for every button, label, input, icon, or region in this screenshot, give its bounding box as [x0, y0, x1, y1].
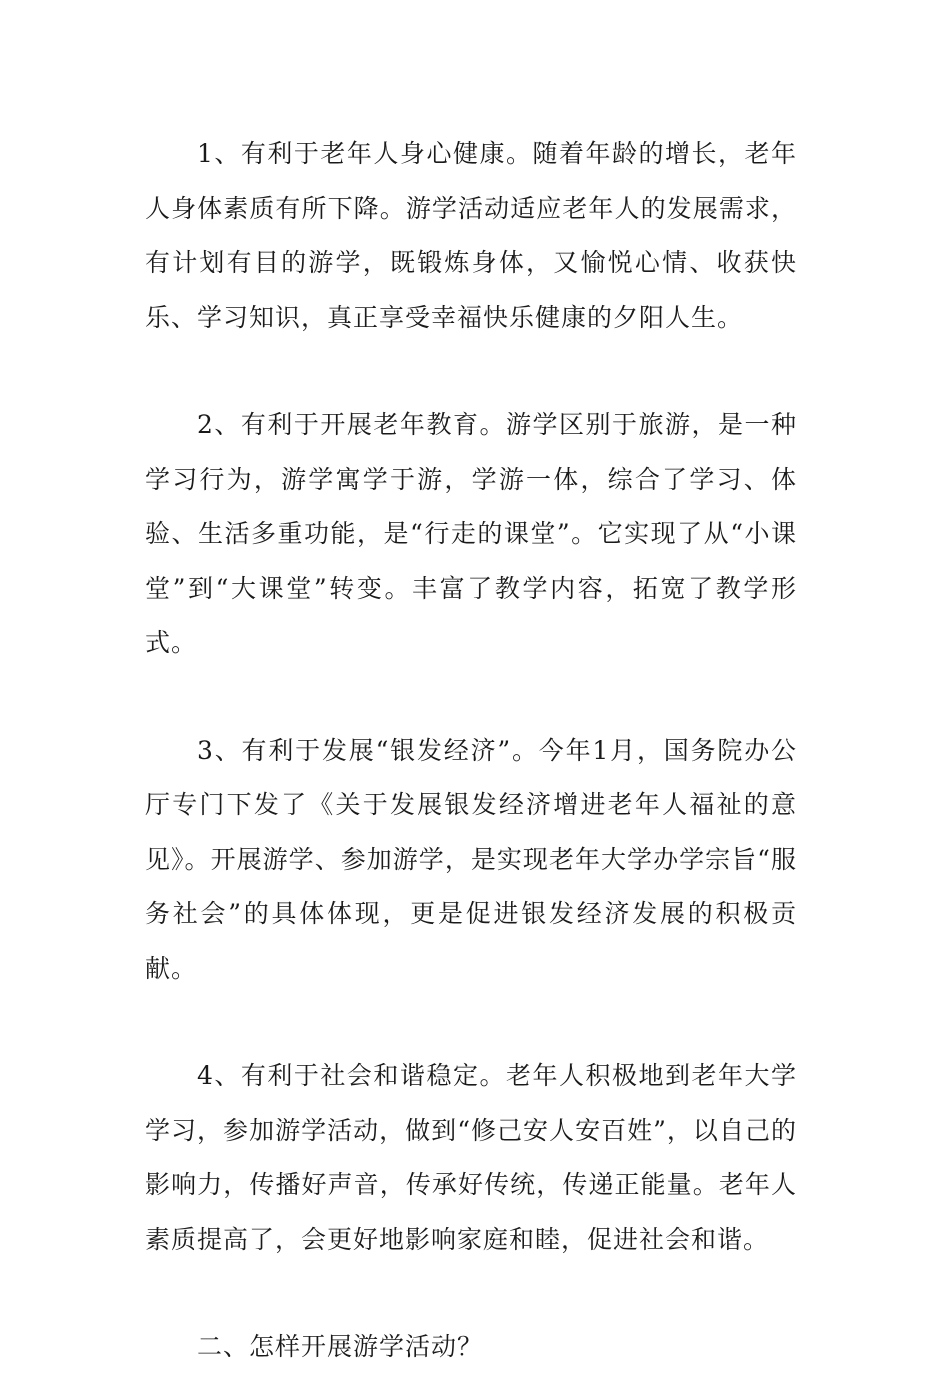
document-body [145, 127, 797, 1375]
paragraph-benefit-health: 1、有利于老年人身心健康。随着年龄的增长，老年人身体素质有所下降。游学活动适应老年人的发展需求，有计划有目的游学，既锻炼身体，又愉悦心情、收获快乐、学习知识，真正享受幸福快乐健康的夕阳人生。 [145, 139, 797, 332]
paragraph-benefit-education: 2、有利于开展老年教育。游学区别于旅游，是一种学习行为，游学寓学于游，学游一体，综合了学习、体验、生活多重功能，是“行走的课堂”。它实现了从“小课堂”到“大课堂”转变。丰富了教学内容，拓宽了教学形式。 [145, 410, 797, 657]
section-heading: 二、怎样开展游学活动？ [197, 1332, 484, 1361]
paragraph-benefit-social-harmony: 4、有利于社会和谐稳定。老年人积极地到老年大学学习，参加游学活动，做到“修己安人安百姓”，以自己的影响力，传播好声音，传承好传统，传递正能量。老年人素质提高了，会更好地影响家庭和睦，促进社会和谐。 [145, 1061, 797, 1254]
paragraph-benefit-silver-economy: 3、有利于发展“银发经济”。今年1月，国务院办公厅专门下发了《关于发展银发经济增进老年人福祉的意见》。开展游学、参加游学，是实现老年大学办学宗旨“服务社会”的具体体现，更是促进银发经济发展的积极贡献。 [145, 735, 797, 983]
